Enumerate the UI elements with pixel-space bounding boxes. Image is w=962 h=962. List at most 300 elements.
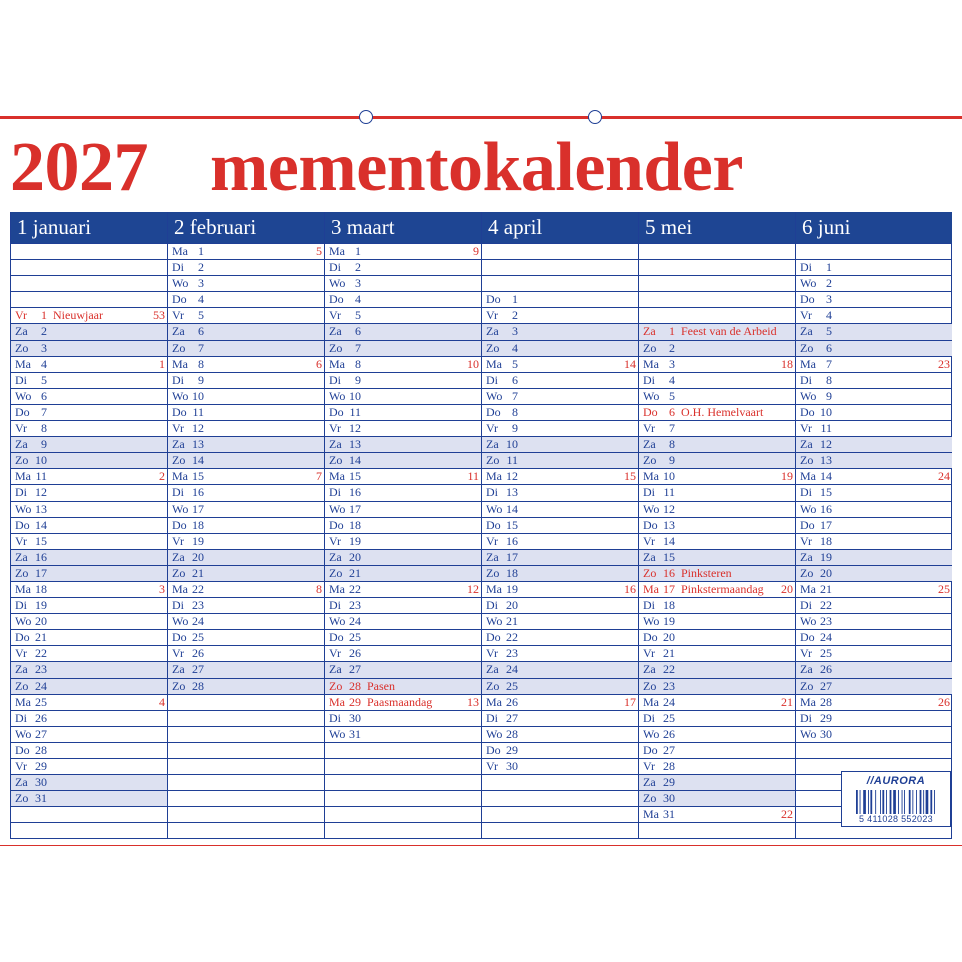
day-row: [482, 323, 638, 339]
day-number: 28: [820, 694, 832, 709]
weekday-label: Za: [486, 324, 499, 339]
day-row: [11, 597, 167, 613]
day-row: [168, 340, 324, 356]
day-number: 29: [663, 775, 675, 790]
month-header: 5 mei: [639, 212, 795, 243]
weekday-label: Wo: [172, 614, 189, 629]
day-number: 13: [663, 517, 675, 532]
day-row: [168, 629, 324, 645]
day-row: [325, 613, 481, 629]
day-number: 17: [35, 565, 47, 580]
day-row: [325, 420, 481, 436]
weekday-label: Vr: [15, 533, 27, 548]
weekday-label: Zo: [643, 453, 657, 468]
day-row: [639, 726, 795, 742]
day-number: 8: [355, 356, 361, 371]
weekday-label: Zo: [800, 453, 814, 468]
day-number: 8: [41, 421, 47, 436]
day-row: [639, 710, 795, 726]
weekday-label: Za: [329, 324, 342, 339]
day-row: [796, 613, 952, 629]
day-number: 7: [826, 356, 832, 371]
weekday-label: Za: [643, 549, 656, 564]
day-row: [796, 323, 952, 339]
weekday-label: Vr: [329, 646, 341, 661]
weekday-label: Di: [15, 598, 27, 613]
day-row: [168, 501, 324, 517]
week-number: 20: [781, 581, 793, 596]
day-number: 13: [192, 437, 204, 452]
day-row: [325, 291, 481, 307]
day-row: [168, 243, 324, 259]
weekday-label: Di: [172, 372, 184, 387]
weekday-label: Di: [15, 710, 27, 725]
day-number: 30: [349, 710, 361, 725]
weekday-label: Ma: [643, 807, 659, 822]
weekday-label: Di: [172, 485, 184, 500]
weekday-label: Ma: [800, 469, 816, 484]
weekday-label: Za: [643, 775, 656, 790]
weekday-label: Ma: [486, 356, 502, 371]
day-number: 14: [192, 453, 204, 468]
empty-row: [639, 307, 795, 323]
day-number: 22: [506, 630, 518, 645]
weekday-label: Vr: [643, 646, 655, 661]
day-row: [168, 307, 324, 323]
day-row: [168, 420, 324, 436]
weekday-label: Vr: [329, 308, 341, 323]
empty-row: [639, 275, 795, 291]
day-number: 19: [820, 549, 832, 564]
day-row: [11, 790, 167, 806]
day-row: [482, 726, 638, 742]
day-row: [168, 613, 324, 629]
empty-row: [11, 275, 167, 291]
weekday-label: Za: [329, 549, 342, 564]
day-row: [11, 565, 167, 581]
day-row: [325, 597, 481, 613]
weekday-label: Do: [800, 292, 815, 307]
weekday-label: Do: [800, 404, 815, 419]
months-grid: [10, 212, 952, 839]
day-row: [11, 484, 167, 500]
day-number: 3: [41, 340, 47, 355]
weekday-label: Vr: [172, 533, 184, 548]
day-number: 3: [198, 276, 204, 291]
weekday-label: Vr: [486, 308, 498, 323]
day-number: 25: [506, 678, 518, 693]
day-row: [11, 758, 167, 774]
day-number: 8: [826, 372, 832, 387]
day-row: [482, 356, 638, 372]
day-number: 20: [35, 614, 47, 629]
weekday-label: Do: [172, 404, 187, 419]
day-row: [639, 484, 795, 500]
day-row: [325, 323, 481, 339]
weekday-label: Za: [643, 662, 656, 677]
day-number: 27: [663, 742, 675, 757]
day-row: [796, 694, 952, 710]
day-row: [168, 581, 324, 597]
empty-row: [482, 275, 638, 291]
weekday-label: Vr: [486, 533, 498, 548]
day-number: 19: [663, 614, 675, 629]
day-row: [796, 581, 952, 597]
day-row: [11, 726, 167, 742]
day-number: 30: [820, 726, 832, 741]
day-number: 29: [820, 710, 832, 725]
weekday-label: Vr: [643, 533, 655, 548]
weekday-label: Zo: [172, 340, 186, 355]
day-row: [11, 404, 167, 420]
week-number: 22: [781, 807, 793, 822]
day-number: 28: [663, 759, 675, 773]
day-row: [796, 452, 952, 468]
day-number: 25: [192, 630, 204, 645]
weekday-label: Wo: [800, 726, 817, 741]
day-number: 28: [506, 726, 518, 741]
day-row: [11, 307, 167, 323]
day-row: [639, 501, 795, 517]
week-number: 19: [781, 469, 793, 484]
week-number: 1: [159, 356, 165, 371]
day-row: [11, 613, 167, 629]
weekday-label: Di: [15, 485, 27, 500]
day-number: 5: [669, 388, 675, 403]
day-number: 2: [198, 260, 204, 275]
empty-row: [482, 790, 638, 806]
day-number: 16: [506, 533, 518, 548]
weekday-label: Ma: [329, 469, 345, 484]
day-row: [11, 694, 167, 710]
day-row: [11, 323, 167, 339]
weekday-label: Zo: [800, 340, 814, 355]
weekday-label: Za: [172, 437, 185, 452]
empty-row: [11, 291, 167, 307]
day-number: 4: [512, 340, 518, 355]
day-number: 31: [35, 791, 47, 806]
day-number: 18: [192, 517, 204, 532]
empty-row: [325, 822, 481, 838]
day-row: [325, 661, 481, 677]
day-row: [168, 323, 324, 339]
day-row: [482, 710, 638, 726]
weekday-label: Ma: [15, 694, 31, 709]
weekday-label: Di: [329, 598, 341, 613]
weekday-label: Ma: [15, 356, 31, 371]
weekday-label: Do: [172, 292, 187, 307]
weekday-label: Za: [172, 324, 185, 339]
day-row: [796, 259, 952, 275]
day-number: 5: [41, 372, 47, 387]
day-number: 19: [35, 598, 47, 613]
day-row: [168, 404, 324, 420]
day-number: 24: [35, 678, 47, 693]
weekday-label: Wo: [643, 614, 660, 629]
day-number: 24: [349, 614, 361, 629]
week-number: 3: [159, 581, 165, 596]
day-row: [796, 726, 952, 742]
empty-row: [325, 806, 481, 822]
day-row: [796, 678, 952, 694]
day-row: [168, 549, 324, 565]
day-row: [482, 436, 638, 452]
day-row: [482, 388, 638, 404]
weekday-label: Di: [643, 598, 655, 613]
month-header: 3 maart: [325, 212, 481, 243]
day-row: [168, 259, 324, 275]
day-number: 24: [192, 614, 204, 629]
day-row: [482, 549, 638, 565]
day-number: 23: [35, 662, 47, 677]
day-number: 20: [663, 630, 675, 645]
weekday-label: Wo: [800, 276, 817, 291]
day-number: 17: [663, 581, 675, 596]
weekday-label: Ma: [15, 581, 31, 596]
day-row: [639, 613, 795, 629]
day-number: 16: [35, 549, 47, 564]
day-number: 7: [669, 421, 675, 436]
day-number: 11: [192, 404, 204, 419]
day-row: [639, 388, 795, 404]
day-row: [639, 452, 795, 468]
weekday-label: Za: [15, 549, 28, 564]
weekday-label: Do: [329, 404, 344, 419]
day-number: 19: [192, 533, 204, 548]
day-row: [796, 388, 952, 404]
weekday-label: Zo: [486, 678, 500, 693]
day-number: 9: [512, 421, 518, 436]
empty-row: [168, 742, 324, 758]
day-row: [325, 356, 481, 372]
day-number: 22: [192, 581, 204, 596]
day-row: [168, 388, 324, 404]
day-row: [11, 388, 167, 404]
day-number: 22: [820, 598, 832, 613]
weekday-label: Zo: [486, 565, 500, 580]
empty-row: [11, 243, 167, 259]
day-row: [325, 275, 481, 291]
day-row: [482, 501, 638, 517]
empty-row: [168, 774, 324, 790]
day-number: 17: [349, 501, 361, 516]
day-row: [11, 629, 167, 645]
weekday-label: Wo: [486, 614, 503, 629]
day-number: 21: [192, 565, 204, 580]
day-number: 24: [663, 694, 675, 709]
day-row: [796, 436, 952, 452]
weekday-label: Do: [15, 630, 30, 645]
day-number: 26: [349, 646, 361, 661]
day-row: [482, 742, 638, 758]
weekday-label: Za: [15, 662, 28, 677]
day-number: 2: [826, 276, 832, 291]
weekday-label: Ma: [643, 356, 659, 371]
month-column: [795, 212, 952, 838]
day-row: [482, 678, 638, 694]
day-row: [325, 629, 481, 645]
weekday-label: Wo: [15, 501, 32, 516]
weekday-label: Do: [643, 517, 658, 532]
weekday-label: Zo: [172, 453, 186, 468]
day-number: 17: [820, 517, 832, 532]
day-row: [325, 388, 481, 404]
weekday-label: Di: [643, 710, 655, 725]
empty-row: [639, 822, 795, 838]
day-number: 26: [506, 694, 518, 709]
day-row: [325, 726, 481, 742]
weekday-label: Wo: [15, 726, 32, 741]
day-number: 23: [663, 678, 675, 693]
day-number: 3: [669, 356, 675, 371]
weekday-label: Vr: [172, 646, 184, 661]
day-number: 5: [826, 324, 832, 339]
day-number: 5: [355, 308, 361, 323]
weekday-label: Di: [643, 485, 655, 500]
day-number: 2: [41, 324, 47, 339]
day-row: [325, 484, 481, 500]
day-row: [325, 581, 481, 597]
weekday-label: Di: [800, 372, 812, 387]
ean-number: 5 411028 552023: [859, 814, 933, 824]
day-number: 27: [349, 662, 361, 677]
weekday-label: Do: [643, 404, 658, 419]
week-number: 53: [153, 308, 165, 323]
weekday-label: Do: [486, 292, 501, 307]
month-column: [638, 212, 795, 838]
day-row: [796, 501, 952, 517]
day-number: 11: [506, 453, 518, 468]
empty-row: [639, 243, 795, 259]
weekday-label: Ma: [329, 694, 345, 709]
day-row: [482, 645, 638, 661]
day-row: [639, 661, 795, 677]
weekday-label: Zo: [172, 565, 186, 580]
day-number: 10: [663, 469, 675, 484]
weekday-label: Do: [172, 517, 187, 532]
day-row: [796, 275, 952, 291]
day-number: 23: [192, 598, 204, 613]
day-row: [796, 340, 952, 356]
day-number: 22: [349, 581, 361, 596]
weekday-label: Do: [15, 517, 30, 532]
weekday-label: Wo: [172, 501, 189, 516]
day-row: [325, 404, 481, 420]
weekday-label: Za: [329, 662, 342, 677]
day-number: 10: [35, 453, 47, 468]
day-number: 6: [669, 404, 675, 419]
day-number: 16: [349, 485, 361, 500]
weekday-label: Do: [329, 517, 344, 532]
weekday-label: Vr: [486, 759, 498, 773]
day-row: [796, 291, 952, 307]
weekday-label: Di: [172, 598, 184, 613]
day-row: [796, 629, 952, 645]
day-number: 19: [506, 581, 518, 596]
week-number: 8: [316, 581, 322, 596]
month-column: [167, 212, 324, 838]
day-row: [482, 340, 638, 356]
weekday-label: Wo: [800, 388, 817, 403]
holiday-name: Paasmaandag: [367, 694, 433, 709]
weekday-label: Zo: [329, 340, 343, 355]
empty-row: [325, 790, 481, 806]
day-row: [639, 404, 795, 420]
day-row: [796, 404, 952, 420]
weekday-label: Vr: [800, 533, 812, 548]
day-number: 12: [820, 437, 832, 452]
day-row: [325, 710, 481, 726]
weekday-label: Ma: [329, 244, 345, 258]
day-row: [482, 565, 638, 581]
day-number: 23: [820, 614, 832, 629]
day-number: 5: [198, 308, 204, 323]
day-number: 8: [512, 404, 518, 419]
day-row: [325, 501, 481, 517]
day-number: 27: [192, 662, 204, 677]
weekday-label: Wo: [643, 501, 660, 516]
weekday-label: Ma: [172, 469, 188, 484]
weekday-label: Vr: [486, 421, 498, 436]
weekday-label: Zo: [15, 791, 29, 806]
weekday-label: Di: [800, 260, 812, 275]
day-number: 14: [506, 501, 518, 516]
weekday-label: Vr: [643, 759, 655, 773]
day-number: 24: [506, 662, 518, 677]
weekday-label: Ma: [643, 694, 659, 709]
month-header: 4 april: [482, 212, 638, 243]
day-row: [639, 565, 795, 581]
weekday-label: Do: [800, 517, 815, 532]
day-number: 25: [820, 646, 832, 661]
month-header: 1 januari: [11, 212, 167, 243]
weekday-label: Vr: [486, 646, 498, 661]
weekday-label: Vr: [15, 646, 27, 661]
day-row: [482, 372, 638, 388]
weekday-label: Vr: [800, 308, 812, 323]
weekday-label: Ma: [329, 356, 345, 371]
day-number: 6: [355, 324, 361, 339]
day-number: 21: [35, 630, 47, 645]
day-row: [639, 356, 795, 372]
barcode-icon: [856, 790, 938, 814]
day-row: [168, 372, 324, 388]
weekday-label: Za: [486, 549, 499, 564]
empty-row: [325, 758, 481, 774]
day-number: 12: [506, 469, 518, 484]
empty-row: [482, 243, 638, 259]
weekday-label: Wo: [486, 501, 503, 516]
day-row: [11, 549, 167, 565]
day-number: 24: [820, 630, 832, 645]
day-number: 20: [192, 549, 204, 564]
empty-row: [639, 291, 795, 307]
empty-row: [168, 806, 324, 822]
weekday-label: Wo: [15, 388, 32, 403]
day-row: [482, 533, 638, 549]
day-number: 2: [512, 308, 518, 323]
day-row: [325, 259, 481, 275]
day-row: [168, 291, 324, 307]
day-row: [11, 501, 167, 517]
day-number: 21: [663, 646, 675, 661]
day-number: 22: [663, 662, 675, 677]
weekday-label: Vr: [329, 421, 341, 436]
holiday-name: Pinksteren: [681, 565, 732, 580]
weekday-label: Di: [15, 372, 27, 387]
day-row: [11, 517, 167, 533]
day-number: 31: [663, 807, 675, 822]
